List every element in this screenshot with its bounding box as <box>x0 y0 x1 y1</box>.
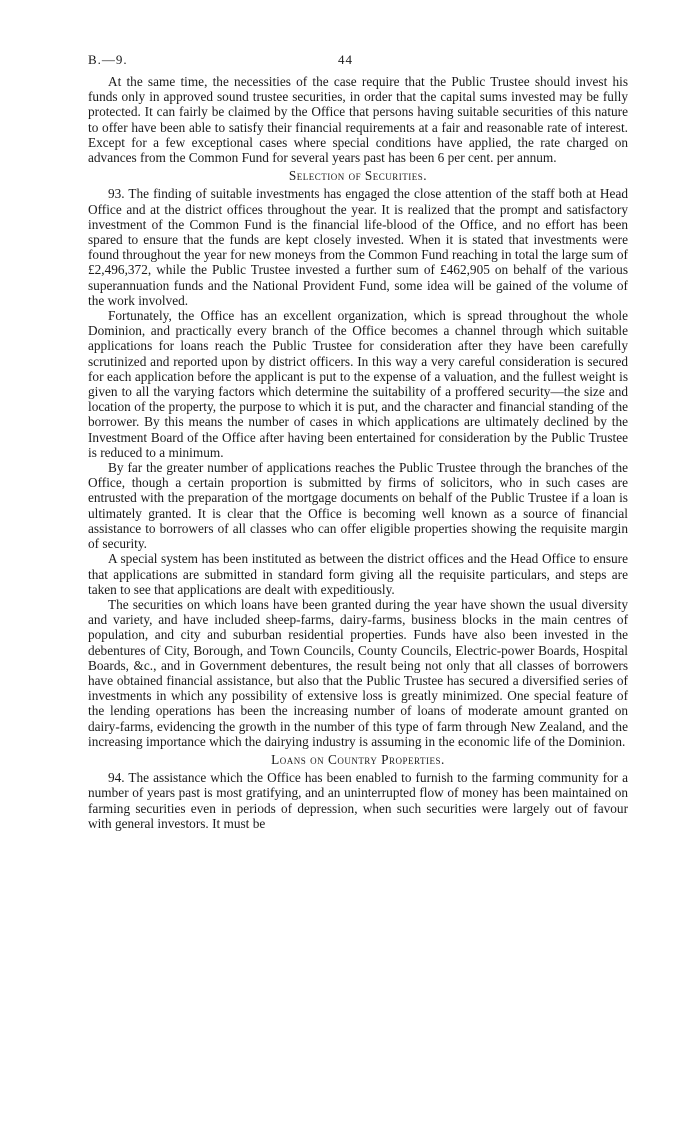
section-heading-selection-of-securities: Selection of Securities. <box>288 168 428 184</box>
document-reference: B.—9. <box>88 52 128 67</box>
document-page <box>88 52 628 831</box>
paragraph-93-finding-investments: 93. The finding of suitable investments has engaged the close attention of the staff both at Head Office and at the district offices throughout the year. It is realized that the prompt and satisfactory investment of the Common Fund is the financial life-blood of the Office, and no effort has been spared to ensure that the funds are kept closely invested. When it is stated that investments were found throughout the year for new moneys from the Common Fund reaching in total the large sum of £2,496,372, while the Public Trustee invested a further sum of £462,905 on behalf of the various superannuation funds and the National Provident Fund, some idea will be gained of the volume of the work involved. <box>88 186 628 308</box>
paragraph-public-trustee-investment: At the same time, the necessities of the case require that the Public Trustee should invest his funds only in approved sound trustee securities, in order that the capital sums invested may be fully protected. It can fairly be claimed by the Office that persons having suitable securities of this nature to offer have been able to satisfy their financial requirements at a fair and reasonable rate of interest. Except for a few exceptional cases where special conditions have applied, the rate charged on advances from the Common Fund for several years past has been 6 per cent. per annum. <box>88 74 628 166</box>
paragraph-94-farming-assistance: 94. The assistance which the Office has been enabled to furnish to the farming community for a number of years past is most gratifying, and an uninterrupted flow of money has been maintained on farming securities even in periods of depression, when such securities were largely out of favour with general investors. It must be <box>88 770 628 831</box>
paragraph-securities-diversity: The securities on which loans have been granted during the year have shown the usual diversity and variety, and have included sheep-farms, dairy-farms, business blocks in the main centres of population, and city and suburban residential properties. Funds have also been invested in the debentures of City, Borough, and Town Councils, County Councils, Electric-power Boards, Hospital Boards, &c., and in Government debentures, the result being not only that all classes of borrowers have obtained financial assistance, but also that the Public Trustee has secured a diversified series of investments in which any possibility of extensive loss is greatly minimized. One special feature of the lending operations has been the increasing number of loans of moderate amount granted on dairy-farms, evidencing the growth in the number of this type of farm through New Zealand, and the increasing importance which the dairying industry is assuming in the economic life of the Dominion. <box>88 596 628 749</box>
page-number: 44 <box>338 52 353 67</box>
paragraph-office-organization: Fortunately, the Office has an excellent organization, which is spread throughout the whole Dominion, and practically every branch of the Office becomes a channel through which suitable applications for loans reach the Public Trustee for consideration after they have been carefully scrutinized and reported upon by district officers. In this way a very careful consideration is secured for each application before the applicant is put to the expense of a valuation, and the fullest weight is given to all the varying factors which determine the suitability of a proffered security—the size and location of the property, the purpose to which it is put, and the character and financial standing of the borrower. By this means the number of cases in which applications are ultimately declined by the Investment Board of the Office after having been entertained for consideration by the Public Trustee is reduced to a minimum. <box>88 308 628 460</box>
running-head <box>88 52 628 74</box>
paragraph-applications-branches: By far the greater number of applications reaches the Public Trustee through the branches of the Office, though a certain proportion is submitted by firms of solicitors, who in such cases are entrusted with the preparation of the mortgage documents on behalf of the Public Trustee if a loan is ultimately granted. It is clear that the Office is becoming well known as a source of financial assistance to borrowers of all classes who can offer eligible properties showing the requisite margin of security. <box>88 460 628 552</box>
paragraph-special-system: A special system has been instituted as between the district offices and the Head Office to ensure that applications are submitted in standard form giving all the requisite particulars, and steps are taken to see that applications are dealt with expeditiously. <box>88 551 628 597</box>
section-heading-loans-country-properties: Loans on Country Properties. <box>271 751 445 767</box>
